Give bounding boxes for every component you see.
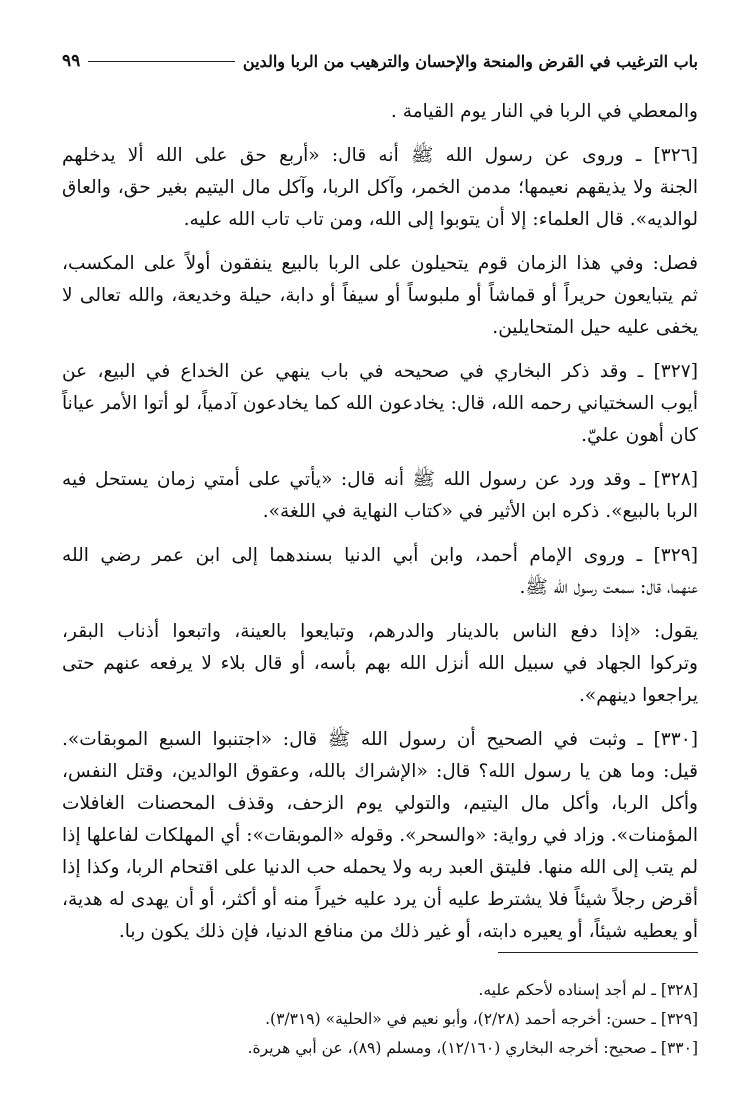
text-line: لوالديه». قال العلماء: إلا أن يتوبوا إلى الله، ومن تاب تاب الله عليه. [183,209,698,230]
text-line: لم يتب إلى الله منها. فليتق العبد ربه ولا يحمله حب الدنيا على اقتحام الربا، وكذا إذا [62,857,698,878]
chapter-title: باب الترغيب في القرض والمنحة والإحسان والترهيب من الربا والدين [242,51,698,71]
paragraph [62,540,698,604]
text-line: الجنة ولا يذيقهم نعيمها؛ مدمن الخمر، وآكل الربا، وآكل مال اليتيم بغير حق، والعاق [62,177,698,198]
text-line: قيل: وما هن يا رسول الله؟ قال: «الإشراك بالله، وعقوق الوالدين، وقتل النفس، [62,761,698,782]
text-line: أو يعطيه شيئاً، أو يعيره دابته، أو غير ذلك من منافع الدنيا، فإن ذلك يكون ربا. [118,921,698,942]
text-line: أيوب السختياني رحمه الله، قال: يخادعون الله كما يخادعون آدمياً، لو أتوا الأمر عياناً [62,393,698,414]
text-line: فصل: وفي هذا الزمان قوم يتحيلون على الربا بالبيع ينفقون أولاً على المكسب، [62,253,698,274]
page-number: ٩٩ [62,51,81,71]
running-header [62,46,698,76]
text-line: وتركوا الجهاد في سبيل الله أنزل الله بهم بأسه، أو قال بلاء لا يرفعه عنهم حتى [62,653,698,674]
paragraph [62,140,698,236]
paragraph [62,616,698,712]
text-line: [٣٣٠] ـ وثبت في الصحيح أن رسول الله ﷺ قال: «اجتنبوا السبع الموبقات». [62,729,698,750]
footnote: [٣٣٠] ـ صحيح: أخرجه البخاري (١٢/١٦٠)، ومسلم (٨٩)، عن أبي هريرة. [247,1039,698,1057]
document-page [62,46,698,1076]
main-text [62,96,698,960]
text-line: يقول: «إذا دفع الناس بالدينار والدرهم، وتبايعوا بالعينة، واتبعوا أذناب البقر، [62,621,698,642]
paragraph [62,96,698,128]
paragraph [62,724,698,948]
footnote: [٣٢٩] ـ حسن: أخرجه أحمد (٢/٢٨)، وأبو نعيم في «الحلية» (٣/٣١٩). [265,1010,698,1028]
text-line: يخفى عليه حيل المتحايلين. [492,317,698,338]
text-line: والمعطي في الربا في النار يوم القيامة . [390,101,698,122]
text-line: أقرض رجلاً شيئاً فلا يشترط عليه أن يرد عليه خيراً منه أو أكثر، أو أن يهدى له هدية، [62,889,698,910]
text-line: [٣٢٧] ـ وقد ذكر البخاري في صحيحه في باب ينهي عن الخداع في البيع، عن [62,361,698,382]
text-line: عنهما، قال: سمعت رسول الله ﷺ. [519,577,698,598]
text-line: [٣٢٦] ـ وروى عن رسول الله ﷺ أنه قال: «أربع حق على الله ألا يدخلهم [62,145,698,166]
text-line: ثم يتبايعون حريراً أو قماشاً أو ملبوساً أو سيفاً أو دابة، حيلة وخديعة، والله تعالى لا [62,285,698,306]
text-line: [٣٢٨] ـ وقد ورد عن رسول الله ﷺ أنه قال: «يأتي على أمتي زمان يستحل فيه [62,469,698,490]
text-line: الربا بالبيع». ذكره ابن الأثير في «كتاب النهاية في اللغة». [262,501,698,522]
header-rule [88,61,235,62]
text-line: كان أهون عليّ. [581,425,698,446]
footnotes [62,976,698,1063]
footnote-separator [498,952,698,953]
paragraph [62,248,698,344]
text-line: يراجعوا دينهم». [578,685,698,706]
text-line: [٣٢٩] ـ وروى الإمام أحمد، وابن أبي الدنيا بسندهما إلى ابن عمر رضي الله [62,545,698,566]
paragraph [62,356,698,452]
text-line: وأكل الربا، وأكل مال اليتيم، والتولي يوم الزحف، وقذف المحصنات الغافلات [62,793,698,814]
footnote: [٣٢٨] ـ لم أجد إسناده لأحكم عليه. [478,981,698,999]
text-line: المؤمنات». وزاد في رواية: «والسحر». وقوله «الموبقات»: أي المهلكات لفاعلها إذا [62,825,698,846]
paragraph [62,464,698,528]
